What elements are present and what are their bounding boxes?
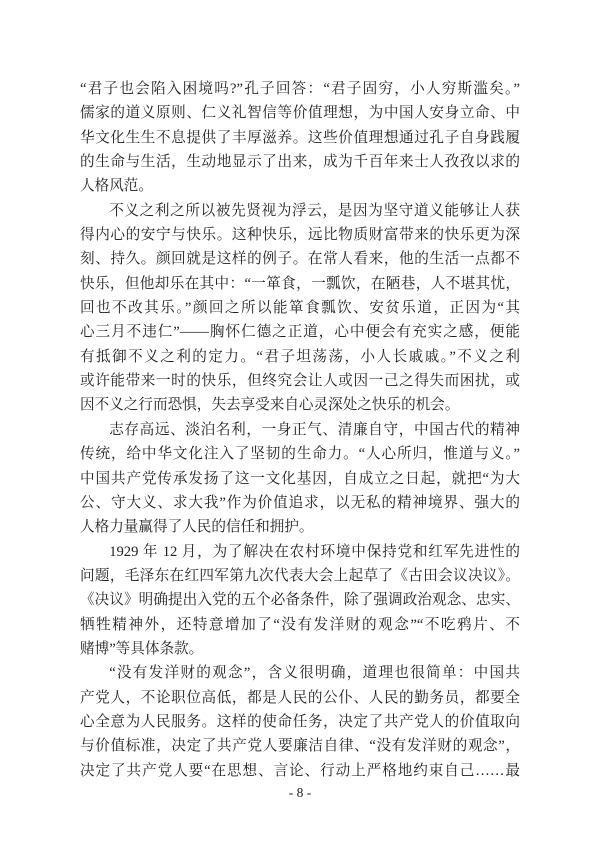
- text-line: 与价值标准，决定了共产党人要廉洁自律、“没有发洋财的观念”，: [80, 738, 520, 755]
- paragraph: [80, 540, 520, 662]
- text-line: 人格力量赢得了人民的信任和拥护。: [80, 519, 314, 536]
- text-block: [80, 77, 520, 783]
- text-line: 1929 年 12 月，为了解决在农村环境中保持党和红军先进性的: [109, 543, 520, 560]
- text-line: “没有发洋财的观念”，含义很明确，道理也很简单：中国共: [109, 665, 520, 682]
- text-line: 志存高远、淡泊名利，一身正气、清廉自守，中国古代的精神: [109, 421, 520, 438]
- text-line: 有抵御不义之利的定力。“君子坦荡荡，小人长戚戚。”不义之利: [80, 348, 520, 365]
- text-line: 牺牲精神外，还特意增加了“没有发洋财的观念”“不吃鸦片、不: [80, 616, 520, 633]
- text-line: 赌博”等具体条款。: [80, 640, 204, 657]
- text-line: 刻、持久。颜回就是这样的例子。在常人看来，他的生活一点都不: [80, 251, 520, 268]
- text-line: 不义之利之所以被先贤视为浮云，是因为坚守道义能够让人获: [109, 202, 520, 219]
- text-line: 中国共产党传承发扬了这一文化基因，自成立之日起，就把“为大: [80, 470, 520, 487]
- text-line: “君子也会陷入困境吗?”孔子回答：“君子固穷，小人穷斯滥矣。”: [80, 81, 520, 97]
- text-line: 儒家的道义原则、仁义礼智信等价值理想，为中国人安身立命、中: [80, 105, 520, 122]
- text-line: 问题，毛泽东在红四军第九次代表大会上起草了《古田会议决议》。: [80, 567, 520, 584]
- text-line: 《决议》明确提出入党的五个必备条件，除了强调政治观念、忠实、: [80, 592, 520, 609]
- paragraph: [80, 661, 520, 783]
- text-line: 公、守大义、求大我”作为价值追求，以无私的精神境界、强大的: [80, 494, 520, 511]
- text-line: 决定了共产党人要“在思想、言论、行动上严格地约束自己……最: [80, 762, 520, 779]
- text-line: 因不义之行而恐惧，失去享受来自心灵深处之快乐的机会。: [80, 397, 460, 414]
- paragraph: [80, 77, 520, 199]
- text-line: 传统，给中华文化注入了坚韧的生命力。“人心所归，惟道与义。”: [80, 446, 520, 463]
- paragraph: [80, 199, 520, 418]
- text-line: 人格风范。: [80, 178, 153, 195]
- page-number: - 8 -: [288, 785, 312, 800]
- text-line: 回也不改其乐。”颜回之所以能箪食瓢饮、安贫乐道，正因为“其: [80, 300, 520, 317]
- text-line: 得内心的安宁与快乐。这种快乐，远比物质财富带来的快乐更为深: [80, 227, 520, 244]
- text-line: 心全意为人民服务。这样的使命任务，决定了共产党人的价值取向: [80, 713, 520, 730]
- text-line: 产党人，不论职位高低，都是人民的公仆、人民的勤务员，都要全: [80, 689, 520, 706]
- text-line: 心三月不违仁”——胸怀仁德之正道，心中便会有充实之感，便能: [80, 324, 520, 341]
- text-line: 或许能带来一时的快乐，但终究会让人或因一己之得失而困扰，或: [80, 373, 520, 390]
- paragraph: [80, 418, 520, 540]
- text-line: 快乐，但他却乐在其中：“一箪食，一瓢饮，在陋巷，人不堪其忧，: [80, 275, 520, 292]
- text-line: 华文化生生不息提供了丰厚滋养。这些价值理想通过孔子自身践履: [80, 129, 520, 146]
- text-line: 的生命与生活，生动地显示了出来，成为千百年来士人孜孜以求的: [80, 154, 520, 171]
